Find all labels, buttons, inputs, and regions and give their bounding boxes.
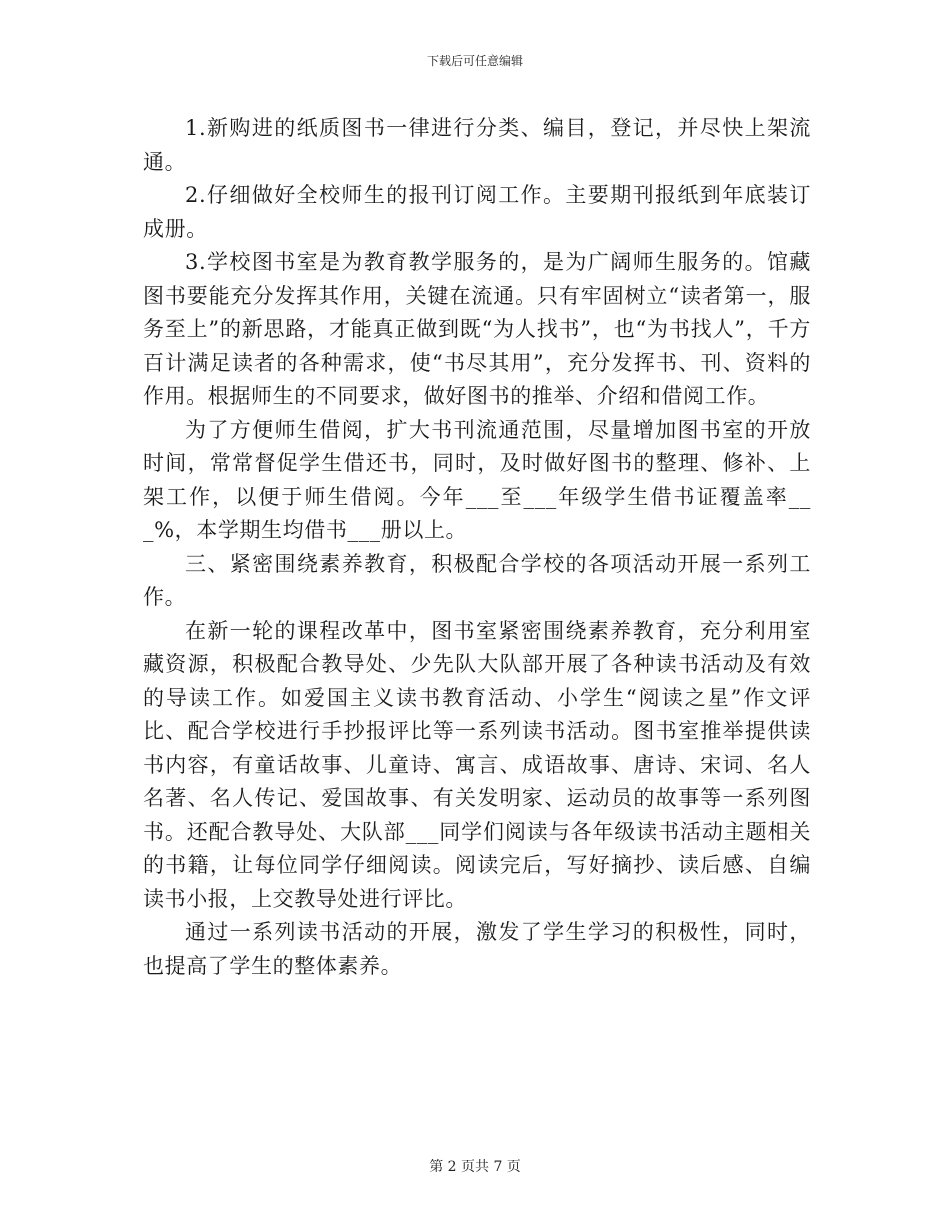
paragraph-6: 通过一系列读书活动的开展，激发了学生学习的积极性，同时，也提高了学生的整体素养。 <box>143 920 811 978</box>
page-footer: 第 2 页共 7 页 <box>429 1159 521 1175</box>
paragraph-3: 3.学校图书室是为教育教学服务的，是为广阔师生服务的。馆藏图书要能充分发挥其作用，关键在流通。只有牢固树立“读者第一，服务至上”的新思路，才能真正做到既“为人找书”，也“为书找人”，千方百计满足读者的各种需求，使“书尽其用”，充分发挥书、刊、资料的作用。根据师生的不同要求，做好图书的推举、介绍和借阅工作。 <box>143 250 811 408</box>
paragraph-5: 在新一轮的课程改革中，图书室紧密围绕素养教育，充分利用室藏资源，积极配合教导处、少先队大队部开展了各种读书活动及有效的导读工作。如爱国主义读书教育活动、小学生“阅读之星”作文评比、配合学校进行手抄报评比等一系列读书活动。图书室推举提供读书内容，有童话故事、儿童诗、寓言、成语故事、唐诗、宋词、名人名著、名人传记、爱国故事、有关发明家、运动员的故事等一系列图书。还配合教导处、大队部___同学们阅读与各年级读书活动主题相关的书籍，让每位同学仔细阅读。阅读完后，写好摘抄、读后感、自编读书小报，上交教导处进行评比。 <box>143 618 811 911</box>
section-heading-3: 三、紧密围绕素养教育，积极配合学校的各项活动开展一系列工作。 <box>143 551 811 609</box>
document-body <box>143 112 811 983</box>
paragraph-1: 1.新购进的纸质图书一律进行分类、编目，登记，并尽快上架流通。 <box>143 116 811 174</box>
page-header: 下载后可任意编辑 <box>426 54 523 68</box>
paragraph-4: 为了方便师生借阅，扩大书刊流通范围，尽量增加图书室的开放时间，常常督促学生借还书，同时，及时做好图书的整理、修补、上架工作，以便于师生借阅。今年___至___年级学生借书证覆盖率___%，本学期生均借书___册以上。 <box>143 417 811 542</box>
paragraph-2: 2.仔细做好全校师生的报刊订阅工作。主要期刊报纸到年底装订成册。 <box>143 183 811 241</box>
